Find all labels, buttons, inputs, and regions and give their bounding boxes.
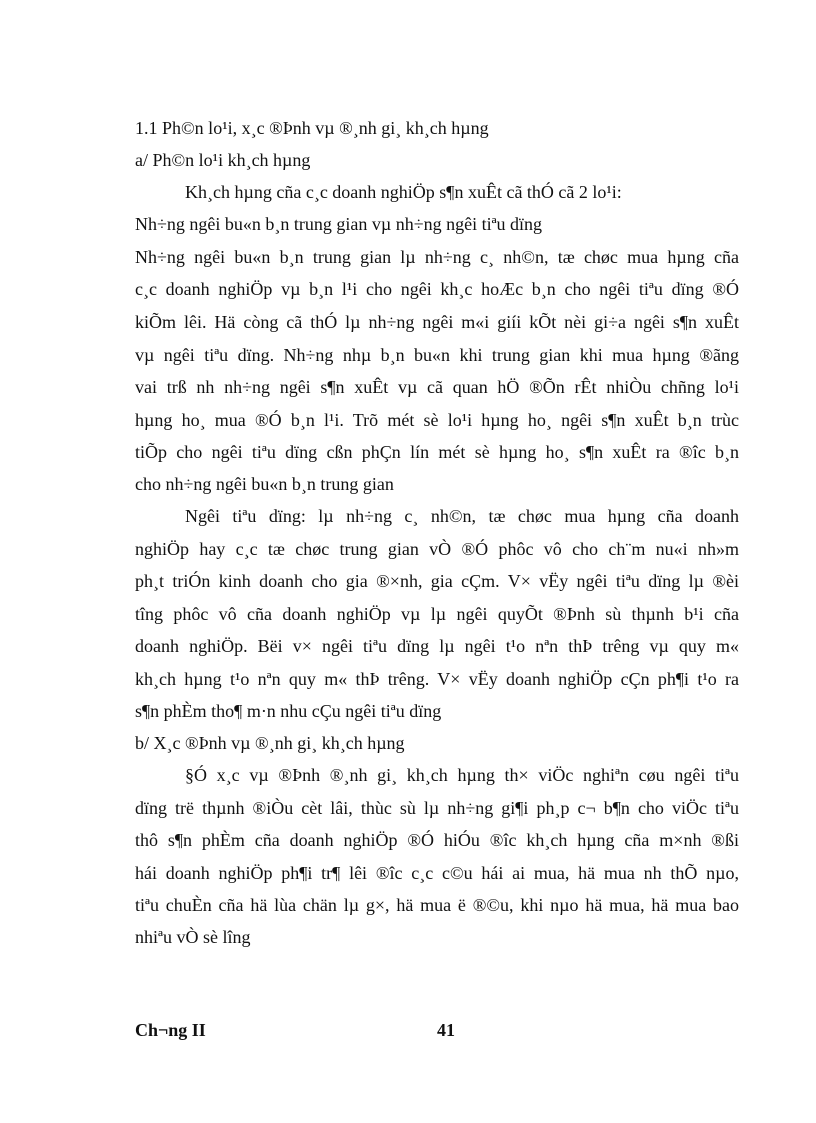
paragraph-line: thô s¶n phÈm cña doanh nghiÖp ®Ó hiÓu ®îc kh¸ch hµng cña m×nh ®ßi	[135, 830, 739, 850]
paragraph-line: Nh÷ng ngêi bu«n b¸n trung gian vµ nh÷ng ngêi tiªu dïng	[135, 214, 543, 234]
paragraph-line: nghiÖp hay c¸c tæ chøc trung gian vÒ ®Ó phôc vô cho ch¨m nu«i nh»m	[135, 539, 739, 559]
paragraph-line: kh¸ch hµng t¹o nªn quy m« thÞ trêng. V× vËy doanh nghiÖp cÇn ph¶i t¹o ra	[135, 669, 739, 689]
paragraph-line: c¸c doanh nghiÖp vµ b¸n l¹i cho ngêi kh¸c hoÆc b¸n cho ngêi tiªu dïng ®Ó	[135, 279, 739, 299]
paragraph-line: Ngêi tiªu dïng: lµ nh÷ng c¸ nh©n, tæ chøc mua hµng cña doanh	[185, 506, 739, 526]
paragraph-line: ph¸t triÓn kinh doanh cho gia ®×nh, gia cÇm. V× vËy ngêi tiªu dïng lµ ®èi	[135, 571, 739, 591]
subheading-a: a/ Ph©n lo¹i kh¸ch hµng	[135, 150, 311, 170]
paragraph-line: hµng ho¸ mua ®Ó b¸n l¹i. Trõ mét sè lo¹i hµng ho¸ ngêi s¶n xuÊt b¸n trùc	[135, 410, 739, 430]
paragraph-line: Kh¸ch hµng cña c¸c doanh nghiÖp s¶n xuÊt cã thÓ cã 2 lo¹i:	[185, 182, 622, 202]
subheading-b: b/ X¸c ®Þnh vµ ®¸nh gi¸ kh¸ch hµng	[135, 733, 405, 753]
paragraph-line: §Ó x¸c vµ ®Þnh ®¸nh gi¸ kh¸ch hµng th× viÖc nghiªn cøu ngêi tiªu	[185, 765, 739, 785]
footer-chapter: Ch¬ng II	[135, 1020, 206, 1040]
paragraph-line: tiªu chuÈn cña hä lùa chän lµ g×, hä mua ë ®©u, khi nµo hä mua, hä mua bao	[135, 895, 739, 915]
paragraph-line: cho nh÷ng ngêi bu«n b¸n trung gian	[135, 474, 394, 494]
paragraph-line: vµ ngêi tiªu dïng. Nh÷ng nhµ b¸n bu«n khi trung gian khi mua hµng ®ãng	[135, 345, 739, 365]
footer-page-number: 41	[437, 1020, 455, 1040]
paragraph-line: tîng phôc vô cña doanh nghiÖp vµ lµ ngêi quyÕt ®Þnh sù thµnh b¹i cña	[135, 604, 739, 624]
paragraph-line: nhiªu vÒ sè lîng	[135, 927, 251, 947]
paragraph-line: dïng trë thµnh ®iÒu cèt lâi, thùc sù lµ nh÷ng gi¶i ph¸p c¬ b¶n cho viÖc tiªu	[135, 798, 739, 818]
paragraph-line: hái doanh nghiÖp ph¶i tr¶ lêi ®îc c¸c c©u hái ai mua, hä mua nh thÕ nµo,	[135, 863, 739, 883]
paragraph-line: Nh÷ng ngêi bu«n b¸n trung gian lµ nh÷ng c¸ nh©n, tæ chøc mua hµng cña	[135, 247, 739, 267]
section-heading-1-1: 1.1 Ph©n lo¹i, x¸c ®Þnh vµ ®¸nh gi¸ kh¸ch hµng	[135, 118, 489, 138]
paragraph-line: doanh nghiÖp. Bëi v× ngêi tiªu dïng lµ ngêi t¹o nªn thÞ trêng vµ quy m«	[135, 636, 739, 656]
paragraph-line: s¶n phÈm tho¶ m·n nhu cÇu ngêi tiªu dïng	[135, 701, 442, 721]
paragraph-line: tiÕp cho ngêi tiªu dïng cßn phÇn lín mét sè hµng ho¸ s¶n xuÊt ra ®îc b¸n	[135, 442, 739, 462]
paragraph-line: vai trß nh nh÷ng ngêi s¶n xuÊt vµ cã quan hÖ ®Õn rÊt nhiÒu chñng lo¹i	[135, 377, 739, 397]
paragraph-line: kiÕm lêi. Hä còng cã thÓ lµ nh÷ng ngêi m«i giíi kÕt nèi gi÷a ngêi s¶n xuÊt	[135, 312, 739, 332]
